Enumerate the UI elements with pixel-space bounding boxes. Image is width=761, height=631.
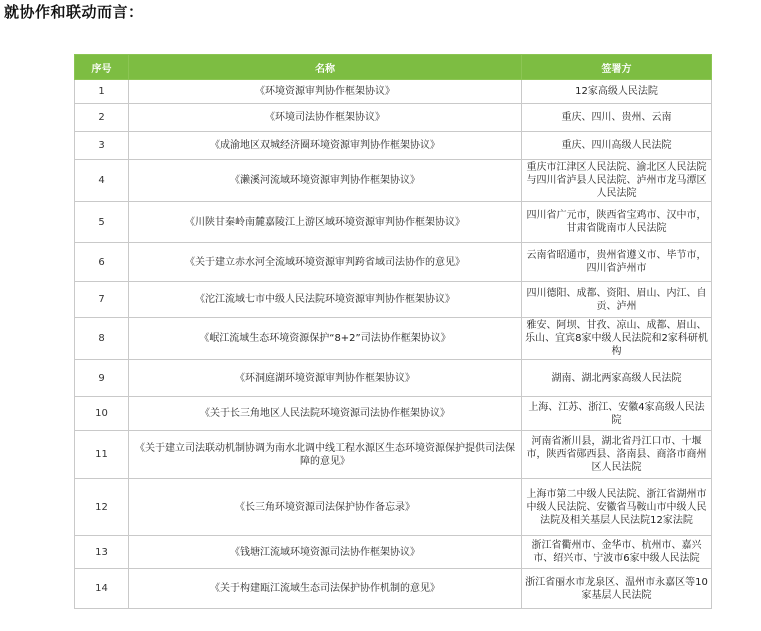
header-parties: 签署方 — [522, 55, 712, 80]
row-name: 《关于建立司法联动机制协调为南水北调中线工程水源区生态环境资源保护提供司法保障的意见》 — [129, 431, 522, 479]
header-index: 序号 — [75, 55, 129, 80]
table-row — [75, 536, 712, 569]
row-index: 12 — [75, 479, 129, 536]
row-name: 《濑溪河流域环境资源审判协作框架协议》 — [129, 160, 522, 202]
table-row — [75, 104, 712, 132]
table-row — [75, 431, 712, 479]
row-index: 10 — [75, 397, 129, 431]
table-row — [75, 397, 712, 431]
row-index: 4 — [75, 160, 129, 202]
row-parties: 12家高级人民法院 — [522, 80, 712, 104]
row-parties: 上海、江苏、浙江、安徽4家高级人民法院 — [522, 397, 712, 431]
row-name: 《环境司法协作框架协议》 — [129, 104, 522, 132]
row-index: 8 — [75, 318, 129, 360]
table-row — [75, 282, 712, 318]
row-index: 6 — [75, 243, 129, 282]
table-row — [75, 80, 712, 104]
header-name: 名称 — [129, 55, 522, 80]
table-row — [75, 132, 712, 160]
row-parties: 云南省昭通市，贵州省遵义市、毕节市，四川省泸州市 — [522, 243, 712, 282]
row-name: 《川陕甘秦岭南麓嘉陵江上游区域环境资源审判协作框架协议》 — [129, 202, 522, 243]
row-index: 3 — [75, 132, 129, 160]
table-header-row — [75, 55, 712, 80]
row-parties: 河南省淅川县，湖北省丹江口市、十堰市，陕西省郧西县、洛南县、商洛市商州区人民法院 — [522, 431, 712, 479]
row-name: 《关于构建瓯江流域生态司法保护协作机制的意见》 — [129, 569, 522, 609]
section-heading: 就协作和联动而言： — [4, 3, 144, 21]
row-name: 《沱江流域七市中级人民法院环境资源审判协作框架协议》 — [129, 282, 522, 318]
table-row — [75, 360, 712, 397]
table-row — [75, 202, 712, 243]
row-index: 1 — [75, 80, 129, 104]
row-index: 9 — [75, 360, 129, 397]
row-parties: 四川省广元市，陕西省宝鸡市、汉中市，甘肃省陇南市人民法院 — [522, 202, 712, 243]
row-parties: 重庆市江津区人民法院、渝北区人民法院与四川省泸县人民法院、泸州市龙马潭区人民法院 — [522, 160, 712, 202]
row-name: 《成渝地区双城经济圈环境资源审判协作框架协议》 — [129, 132, 522, 160]
row-parties: 重庆、四川高级人民法院 — [522, 132, 712, 160]
row-parties: 浙江省衢州市、金华市、杭州市、嘉兴市、绍兴市、宁波市6家中级人民法院 — [522, 536, 712, 569]
table-row — [75, 318, 712, 360]
table-row — [75, 160, 712, 202]
agreements-table — [74, 54, 712, 609]
row-name: 《环境资源审判协作框架协议》 — [129, 80, 522, 104]
row-index: 2 — [75, 104, 129, 132]
row-parties: 上海市第二中级人民法院、浙江省湖州市中级人民法院、安徽省马鞍山市中级人民法院及相关基层人民法院12家法院 — [522, 479, 712, 536]
row-name: 《环洞庭湖环境资源审判协作框架协议》 — [129, 360, 522, 397]
table-row — [75, 243, 712, 282]
row-parties: 雅安、阿坝、甘孜、凉山、成都、眉山、乐山、宜宾8家中级人民法院和2家科研机构 — [522, 318, 712, 360]
table-row — [75, 569, 712, 609]
row-name: 《长三角环境资源司法保护协作备忘录》 — [129, 479, 522, 536]
row-index: 13 — [75, 536, 129, 569]
row-name: 《岷江流域生态环境资源保护“8+2”司法协作框架协议》 — [129, 318, 522, 360]
table-row — [75, 479, 712, 536]
row-index: 11 — [75, 431, 129, 479]
row-name: 《关于建立赤水河全流域环境资源审判跨省域司法协作的意见》 — [129, 243, 522, 282]
row-parties: 浙江省丽水市龙泉区、温州市永嘉区等10家基层人民法院 — [522, 569, 712, 609]
row-parties: 湖南、湖北两家高级人民法院 — [522, 360, 712, 397]
row-parties: 四川德阳、成都、资阳、眉山、内江、自贡、泸州 — [522, 282, 712, 318]
row-index: 7 — [75, 282, 129, 318]
row-name: 《钱塘江流域环境资源司法协作框架协议》 — [129, 536, 522, 569]
row-parties: 重庆、四川、贵州、云南 — [522, 104, 712, 132]
row-index: 5 — [75, 202, 129, 243]
row-index: 14 — [75, 569, 129, 609]
row-name: 《关于长三角地区人民法院环境资源司法协作框架协议》 — [129, 397, 522, 431]
